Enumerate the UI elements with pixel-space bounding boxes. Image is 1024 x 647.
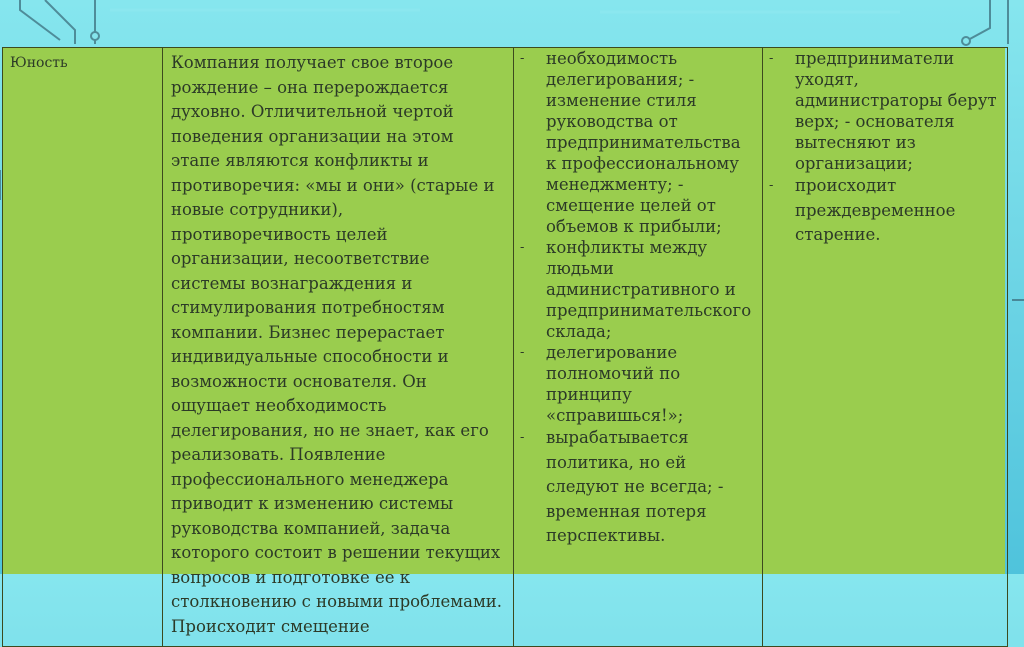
list-item-text: происходит преждевременное старение.: [795, 176, 956, 244]
stage-name-cell: [3, 48, 163, 647]
bullet-dash: -: [520, 240, 525, 255]
list-item: [767, 174, 1001, 248]
list-item: [518, 48, 756, 237]
problems-cell: [514, 48, 763, 647]
list-item-text: предприниматели уходят, администраторы берут верх; - основателя вытесняют из организации;: [795, 49, 997, 173]
consequences-list: [767, 48, 1001, 248]
list-item: [518, 426, 756, 549]
problems-list: [518, 48, 756, 549]
list-item: [518, 342, 756, 426]
bullet-dash: -: [520, 51, 525, 66]
bullet-dash: -: [769, 178, 774, 193]
list-item: [767, 48, 1001, 174]
list-item: [518, 237, 756, 342]
stage-description: Компания получает свое второе рождение – она перерождается духовно. Отличительной чертой поведения организации на этом этапе являются конфликты и противоречия: «мы и они» (старые и новые сотрудники), противоречивость целей организации, несоответствие системы вознаграждения и стимулирования потребностям компании. Бизнес перерастает индивидуальные способности и возможности основателя. Он ощущает необходимость делегирования, но не знает, как его реализовать. Появление профессионального менеджера приводит к изменению системы руководства компанией, задача которого состоит в решении текущих вопросов и подготовке ее к столкновению с новыми проблемами. Происходит смещение: [171, 53, 503, 636]
list-item-text: вырабатывается политика, но ей следуют не всегда; - временная потеря перспективы.: [546, 428, 724, 545]
lifecycle-table: [2, 47, 1008, 647]
bullet-dash: -: [520, 430, 525, 445]
table-row: [3, 48, 1008, 647]
list-item-text: конфликты между людьми административного и предпринимательского склада;: [546, 238, 752, 341]
list-item-text: делегирование полномочий по принципу «справишься!»;: [546, 343, 684, 425]
list-item-text: необходимость делегирования; - изменение стиля руководства от предпринимательства к профессиональному менеджменту; - смещение целей от объемов к прибыли;: [546, 49, 741, 236]
stage-table: [2, 47, 1005, 636]
stage-name: Юность: [10, 55, 68, 71]
consequences-cell: [763, 48, 1008, 647]
bullet-dash: -: [769, 51, 774, 66]
bullet-dash: -: [520, 345, 525, 360]
description-cell: [163, 48, 514, 647]
